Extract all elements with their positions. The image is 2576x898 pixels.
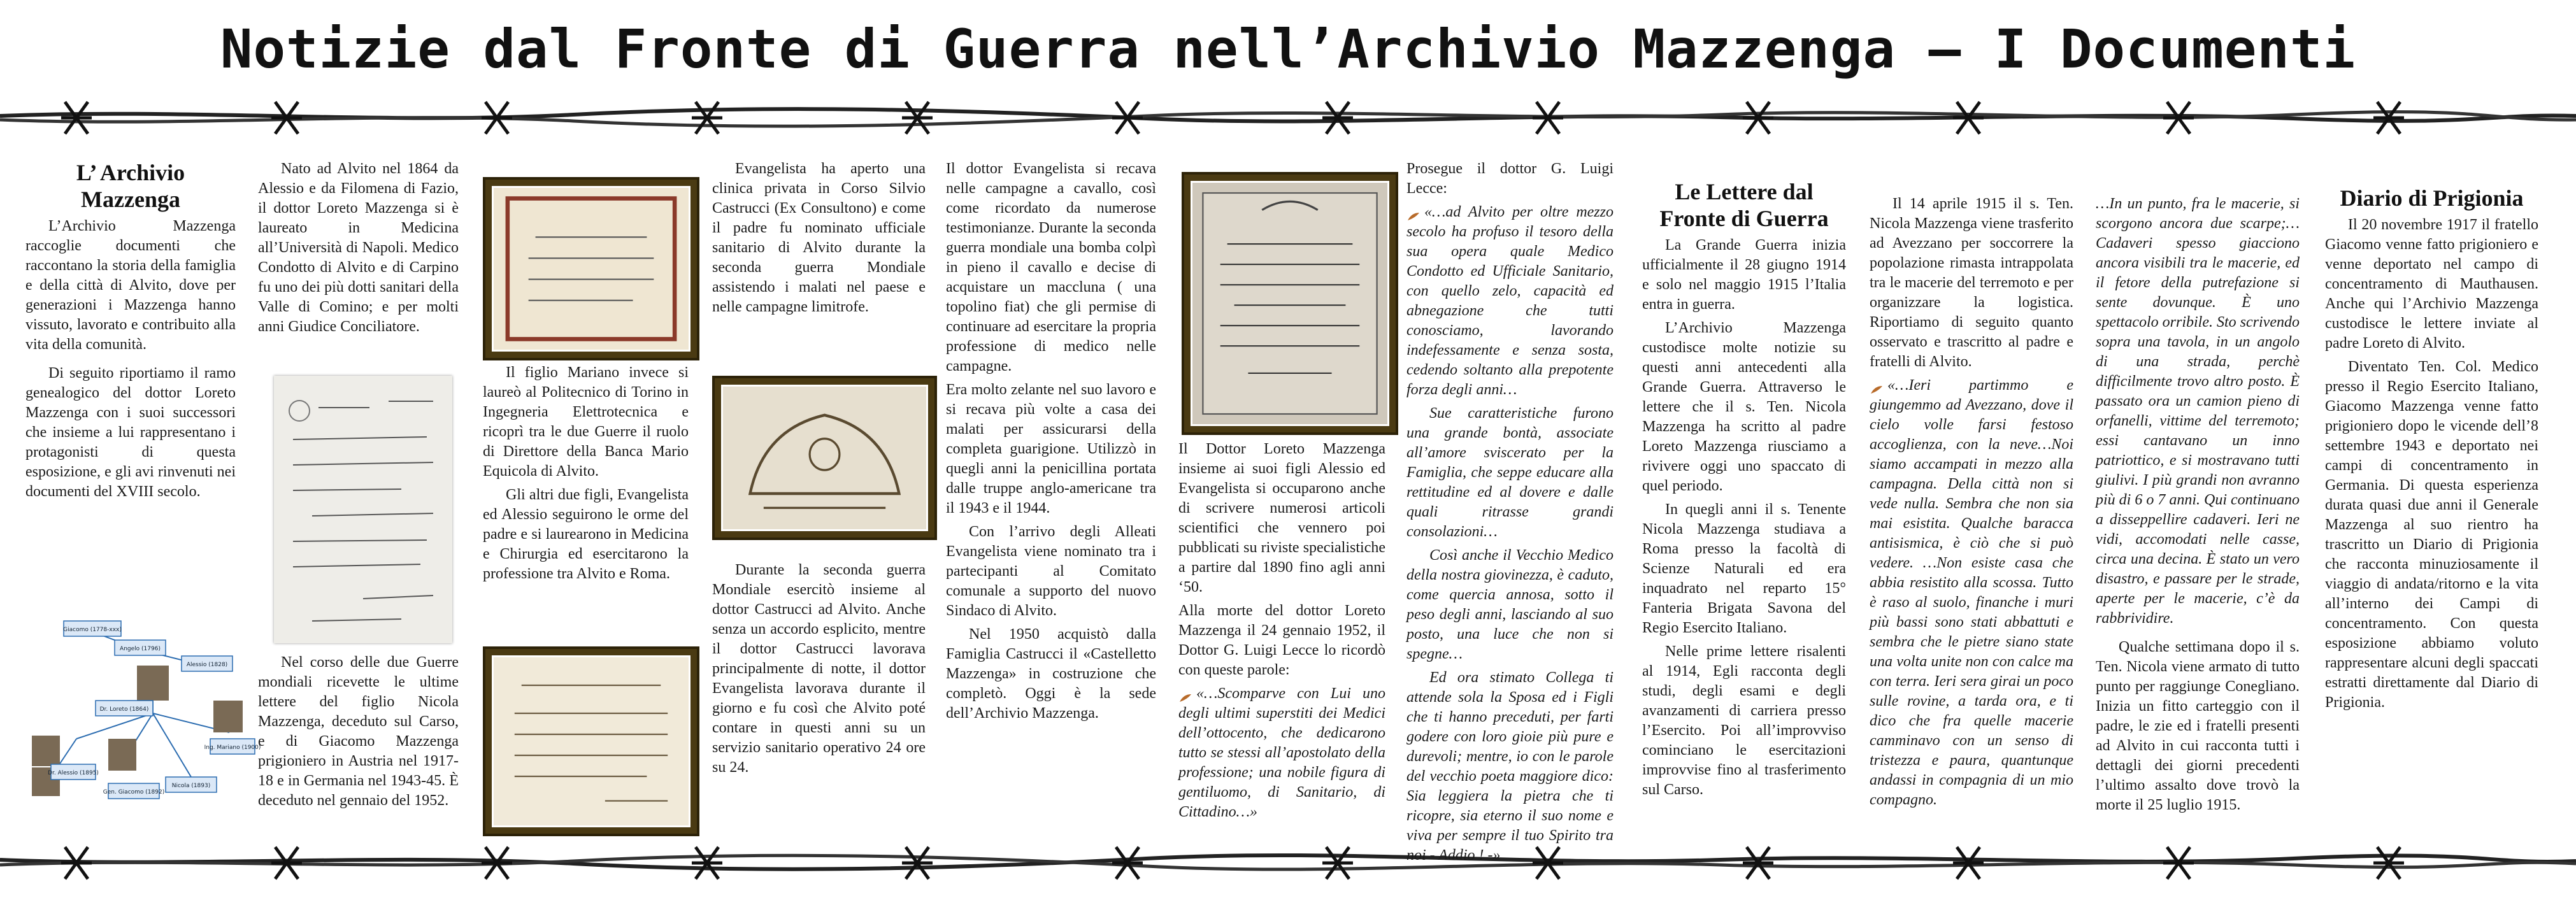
heading-prigionia: Diario di Prigionia	[2340, 185, 2524, 211]
barb-icon	[902, 102, 933, 134]
tree-label: Dr. Alessio (1895)	[48, 770, 99, 776]
paragraph: Durante la seconda guerra Mondiale esercitò insieme al dottor Castrucci ad Alvito. Anche senza un accordo esplicito, mentre il dottor Castrucci lavorava principalmente di notte, il dottor Evangelista lavorava durante il giorno e fu così che Alvito poté contare in questi anni su un servizio sanitario operativo 24 ore su 24.	[712, 562, 926, 776]
quote: …In un punto, fra le macerie, si scorgono ancora due scarpe;…Cadaveri spesso giacciono ancora visibili tra le macerie, ed il fetore della putrefazione si sente dovunque. È uno spettacolo orribile. Sto scrivendo sopra una tavola, in un angolo di una strada, perchè difficilmente trovo altro posto. È passato ora un camion pieno di orfanelli, vittime del terremoto; essi cantavano un inno patriottico, e si mostravano tutti giulivi. I più grandi non avranno più di 6 o 7 anni. Qui continuano a disseppellire cadaveri. Ieri ne vidi, accomodati nelle casse, circa una decina. È stato un vero disastro, e passare per le strade, aperte per le macerie, c’è da rabbrividire.	[2096, 196, 2300, 627]
paragraph: Nel corso delle due Guerre mondiali ricevette le ultime lettere del figlio Nicola Mazzenga, deceduto sul Carso, e di Giacomo Mazzenga prigioniero in Austria nel 1917-18 e in Germania nel 1943-45. È deceduto nel gennaio del 1952.	[258, 654, 459, 809]
paragraph: Il 14 aprile 1915 il s. Ten. Nicola Mazzenga viene trasferito ad Avezzano per soccorrere la popolazione rimasta intrappolata tra le macerie del terremoto e per organizzare la logistica. Riportiamo di seguito quanto osservato e trascritto al padre e fratelli di Alvito.	[1870, 196, 2073, 370]
paragraph: Prosegue il dottor G. Luigi Lecce:	[1406, 160, 1614, 197]
page-title: Notizie dal Fronte di Guerra nell’Archivio Mazzenga – I Documenti	[220, 18, 2356, 80]
paragraph: Con l’arrivo degli Alleati Evangelista viene nominato tra i partecipanti al Comitato comunale a supporto del nuovo Sindaco di Alvito.	[946, 524, 1156, 619]
paragraph: L’Archivio Mazzenga raccoglie documenti che raccontano la storia della famiglia e della città di Alvito, dove per generazioni i Mazzenga hanno vissuto, lavorato e contribuito alla vita della comunità.	[25, 218, 236, 353]
tree-label: Nicola (1893)	[171, 783, 211, 789]
tree-label: Dr. Loreto (1864)	[99, 706, 149, 713]
barb-icon	[61, 847, 92, 879]
paragraph: Il figlio Mariano invece si laureò al Politecnico di Torino in Ingegneria Elettrotecnica e ricoprì tra le due Guerre il ruolo di Direttore della Banca Mario Equicola di Alvito.	[483, 364, 689, 480]
paragraph: Il 20 novembre 1917 il fratello Giacomo venne fatto prigioniero e venne deportato nel campo di concentramento di Mauthausen. Anche qui l’Archivio Mazzenga custodisce le lettere inviate al padre Loreto di Alvito.	[2325, 217, 2538, 352]
barb-icon	[271, 102, 302, 134]
paragraph: Di seguito riportiamo il ramo genealogico del dottor Loreto Mazzenga con i suoi successori che insieme a lui rappresentano i protagonisti di questa esposizione, e gli avi rinvenuti nei documenti del XVIII secolo.	[25, 365, 236, 500]
quill-icon	[1870, 381, 1884, 391]
column-evangelista-bottom	[712, 560, 926, 781]
column-loreto	[258, 159, 459, 341]
barb-icon	[482, 847, 512, 879]
paragraph: L’Archivio Mazzenga custodisce molte notizie su questi anni antecedenti alla Grande Guerra. Attraverso le lettere che il s. Ten. Nicola Mazzenga ha scritto al padre Loreto Mazzenga riusciamo a rivivere oggi uno spaccato di quel periodo.	[1642, 320, 1846, 494]
quote: Sue caratteristiche furono una grande bontà, associate all’amore sviscerato per la Famiglia, che seppe educare alla rettitudine ed al dovere e dalle quali ritrasse grandi consolazioni…	[1406, 405, 1614, 540]
barb-icon	[2163, 102, 2194, 134]
column-articoli	[1178, 439, 1385, 826]
framed-document-1	[483, 177, 699, 360]
column-lettere	[1642, 159, 1846, 804]
paragraph: Era molto zelante nel suo lavoro e si recava più volte a casa dei malati per assicurarsi della completa guarigione. Utilizzò in quegli anni la penicillina portata dalle truppe anglo-americane tra il 1943 e il 1944.	[946, 381, 1156, 517]
framed-document-2	[483, 646, 699, 836]
barb-icon	[271, 847, 302, 879]
tree-label: Alessio (1828)	[186, 662, 228, 668]
barb-icon	[2373, 847, 2404, 879]
paragraph: Il Dottor Loreto Mazzenga insieme ai suoi figli Alessio ed Evangelista si occuparono anche di scrivere numerosi articoli scientifici che vennero poi pubblicati su riviste specialistiche a partire dal 1890 fino agli anni ‘50.	[1178, 441, 1385, 595]
barb-icon	[1743, 102, 1773, 134]
barb-icon	[692, 102, 722, 134]
barb-icon	[482, 102, 512, 134]
paragraph: La Grande Guerra inizia ufficialmente il 28 giugno 1914 e solo nel maggio 1915 l’Italia entra in guerra.	[1642, 237, 1846, 313]
barbed-wire-bottom	[0, 828, 2576, 898]
column-evangelista	[712, 159, 926, 321]
column-evangelista-2	[946, 159, 1156, 727]
tree-label: Giacomo (1778-xxx)	[63, 627, 122, 633]
quote: Così anche il Vecchio Medico della nostra giovinezza, è caduto, come quercia annosa, sotto il peso degli anni, lasciando al suo posto, una luce che non si spegne…	[1406, 547, 1614, 662]
heading-lettere: Le Lettere dal Fronte di Guerra	[1659, 179, 1829, 231]
family-tree-diagram	[25, 611, 261, 809]
column-lecce	[1406, 159, 1614, 869]
heading-archivio: L’ Archivio Mazzenga	[76, 160, 185, 212]
quote	[1178, 684, 1385, 822]
barb-icon	[2373, 102, 2404, 134]
quill-icon	[1406, 208, 1420, 218]
barbed-wire-top	[0, 83, 2576, 153]
quote	[1406, 203, 1614, 400]
column-loreto-bottom	[258, 653, 459, 815]
paragraph: Evangelista ha aperto una clinica privata in Corso Silvio Castrucci (Ex Consultono) e come il padre fu nominato ufficiale sanitario di Alvito durante la seconda guerra Mondiale assistendo i malati nel paese e nelle campagne limitrofe.	[712, 160, 926, 315]
tree-label: Angelo (1796)	[120, 646, 161, 652]
quote-text: «…Ieri partimmo e giungemmo ad Avezzano, dove il cielo volle farsi festoso accoglienza, con la neve…Noi siamo accampati in mezzo alla campagna. Della città non si vede nulla. Sembra che non sia mai esistita. Qualche baracca antisismica, è ciò che si può vedere. …Non esiste casa che abbia resistito alla scossa. Tutto è raso al suolo, finanche i muri più bassi sono stati abbattuti e sembra che le pietre siano state una volta unite non con calce ma con terra. Ieri sera girai un poco sulle rovine, a tarda ora, e ti dico che fra quelle macerie camminavo con un senso di tristezza e paura, quantunque andassi in compagnia di un mio compagno.	[1870, 377, 2073, 808]
barb-icon	[1112, 102, 1143, 134]
column-archivio	[25, 159, 236, 506]
barb-icon	[1953, 102, 1984, 134]
barb-icon	[1322, 847, 1353, 879]
barb-icon	[1743, 847, 1773, 879]
paragraph: Gli altri due figli, Evangelista ed Alessio seguirono le orme del padre e si laurearono in Medicina e Chirurgia ed esercitarono la professione tra Alvito e Roma.	[483, 487, 689, 582]
barb-icon	[1322, 102, 1353, 134]
barb-icon	[1112, 847, 1143, 879]
paragraph: Nelle prime lettere risalenti al 1914, Egli racconta degli studi, degli esami e degli avanzamenti di carriera presso l’Esercito. Poi all’improvviso cominciano le esercitazioni improvvise fino al trasferimento sul Carso.	[1642, 643, 1846, 798]
quill-icon	[1178, 689, 1192, 699]
barb-icon	[692, 847, 722, 879]
paragraph: Diventato Ten. Col. Medico presso il Regio Esercito Italiano, Giacomo Mazzenga venne fatto prigioniero dopo le vicende dell’8 settembre 1943 e deportato nei campi di concentramento in Germania. Di questa esperienza durata quasi due anni il Generale Mazzenga al suo rientro ha trascritto un Diario di Prigionia che racconta minuziosamente il viaggio di andata/ritorno e la vita all’interno dei Campi di concentramento. Con questa esposizione abbiamo voluto rappresentare alcuni degli spaccati estratti direttamente dal Diario di Prigionia.	[2325, 359, 2538, 711]
paragraph: Il dottor Evangelista si recava nelle campagne a cavallo, così come ricordato da numerose testimonianze. Durante la seconda guerra mondiale una bomba colpì in pieno il cavallo e decise di acquistare un maccluna ( una topolino fiat) che gli permise di continuare ad esercitare la propria professione di medico nelle campagne.	[946, 160, 1156, 374]
paragraph: Nato ad Alvito nel 1864 da Alessio e da Filomena di Fazio, il dottor Loreto Mazzenga si è laureato in Medicina all’Università di Napoli. Medico Condotto di Alvito e di Carpino fu uno dei più dotti sanitari della Valle di Comino; e per molti anni Giudice Conciliatore.	[258, 160, 459, 335]
barb-icon	[902, 847, 933, 879]
paragraph: In quegli anni il s. Tenente Nicola Mazzenga studiava a Roma presso la facoltà di Scienze Naturali ed era inquadrato nel reparto 15° Fanteria Brigata Savona del Regio Esercito Italiano.	[1642, 501, 1846, 636]
framed-document-4	[1182, 172, 1398, 435]
barb-icon	[2163, 847, 2194, 879]
barb-icon	[61, 102, 92, 134]
tree-label: Ing. Mariano (1900)	[204, 745, 261, 751]
quote-text: «…Scomparve con Lui uno degli ultimi superstiti dei Medici dell’ottocento, che dedicarono tutto se stessi all’apostolato della professione; una nobile figura di gentiluomo, di Sanitario, di Cittadino…»	[1178, 685, 1385, 820]
paragraph: Nel 1950 acquistò dalla Famiglia Castrucci il «Castelletto Mazzenga» in costruzione che completò. Oggi è la sede dell’Archivio Mazzenga.	[946, 626, 1156, 722]
quote	[1870, 376, 2073, 810]
column-avezzano	[1870, 194, 2073, 814]
paragraph: Alla morte del dottor Loreto Mazzenga il 24 gennaio 1952, il Dottor G. Luigi Lecce lo ricordò con queste parole:	[1178, 602, 1385, 678]
paragraph: Qualche settimana dopo il s. Ten. Nicola viene armato di tutto punto per raggiunge Conegliano. Inizia un fitto carteggio con il padre, le zie ed i fratelli presenti ad Alvito in cui racconta tutti i dettagli dei giorni precedenti l’ultimo assalto dove trovò la morte il 25 luglio 1915.	[2096, 639, 2300, 813]
document-photo-diploma	[274, 376, 452, 643]
column-prigionia	[2325, 185, 2538, 716]
column-macerie	[2096, 194, 2300, 819]
quote-text: «…ad Alvito per oltre mezzo secolo ha profuso il tesoro della sua opera quale Medico Condotto ed Ufficiale Sanitario, con quello zelo, capacità ed abnegazione che tutti conosciamo, lavorando indefessamente e senza sosta, cedendo soltanto alla prepotente forza degli anni…	[1406, 204, 1614, 398]
tree-label: Gen. Giacomo (1892)	[103, 789, 165, 795]
barb-icon	[1533, 102, 1563, 134]
barb-icon	[1953, 847, 1984, 879]
quote: Ed ora stimato Collega ti attende sola la Sposa ed i Figli che ti hanno preceduti, per farti godere con loro gioie più pure e durevoli; mentre, io con le parole del vecchio poeta maggiore dico: Sia leggiera la pietra che ti ricopre, sia eterno il suo nome e viva per sempre il tuo Spirito tra noi - Addio ! -»	[1406, 669, 1614, 864]
column-mariano	[483, 363, 689, 588]
framed-document-3	[712, 376, 937, 540]
